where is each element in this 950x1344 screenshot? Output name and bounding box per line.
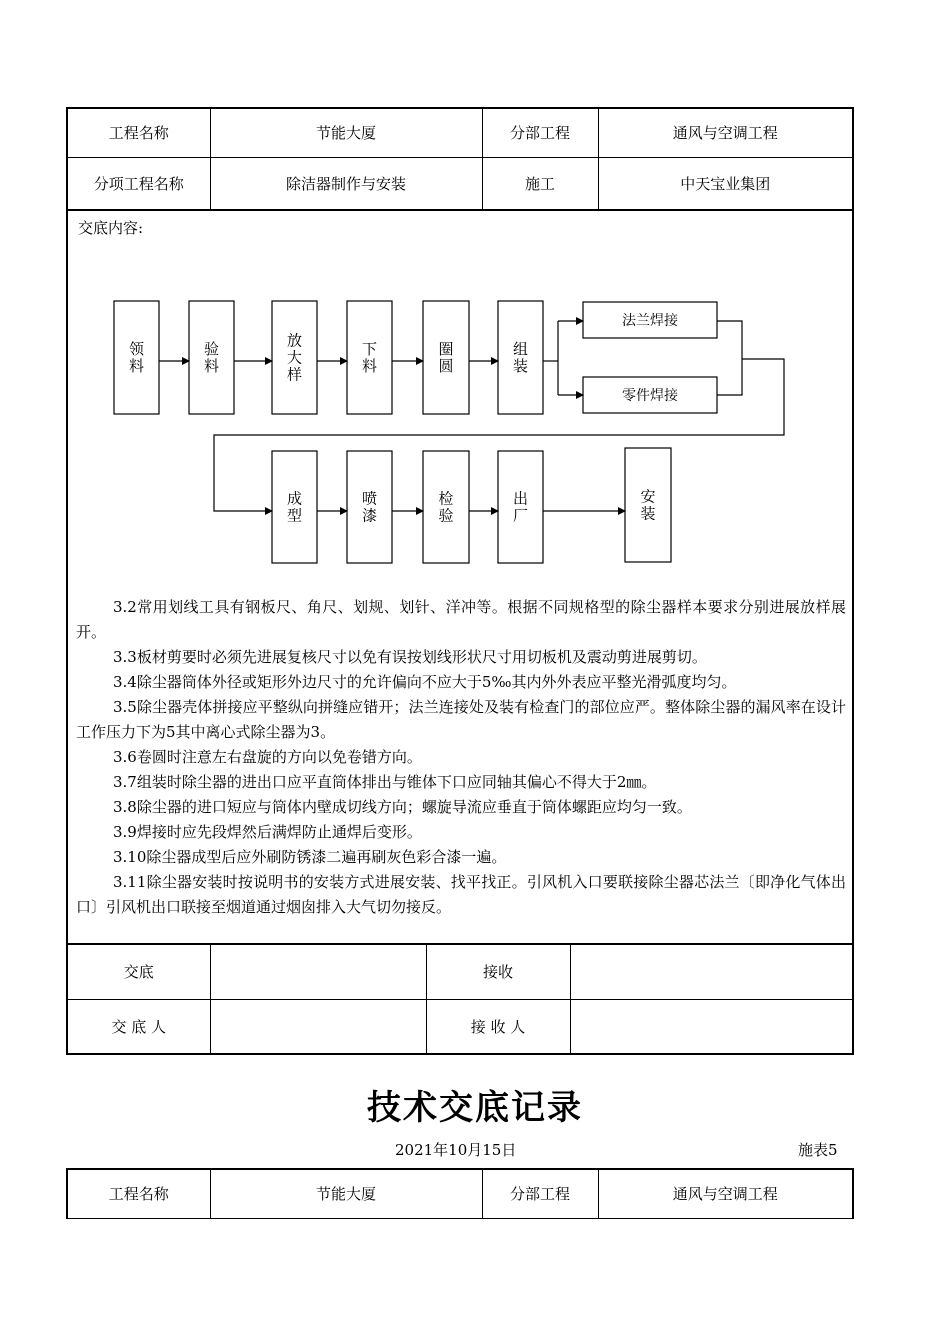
paragraph: 3.4除尘器筒体外径或矩形外边尺寸的允许偏向不应大于5‰其内外外表应平整光滑弧度均匀。 [113, 673, 737, 691]
flow-step-9 [423, 451, 469, 563]
form-number: 施表5 [798, 1141, 838, 1159]
receive-value[interactable] [570, 944, 853, 999]
signoff-row-2 [67, 999, 853, 1054]
flow-step-7 [272, 451, 317, 563]
flow-branch-part-weld [583, 377, 717, 413]
flow-nodes [114, 301, 717, 563]
flow-step-label: 领 [128, 340, 145, 358]
paragraph: 3.5除尘器壳体拼接应平整纵向拼缝应错开；法兰连接处及装有检查门的部位应严。整体除尘器的漏风率在设计工作压力下为5其中离心式除尘器为3。 [76, 698, 846, 741]
flow-branch-label: 法兰焊接 [622, 313, 678, 329]
content-title: 交底内容: [78, 219, 144, 237]
flow-step-label: 大 [286, 348, 303, 367]
flow-step-label: 料 [128, 357, 145, 375]
flow-step-label: 料 [361, 357, 378, 375]
flow-step-label: 放 [286, 331, 303, 350]
handover-value[interactable] [210, 944, 426, 999]
flow-step-label: 厂 [512, 506, 529, 525]
flow-step-10 [498, 451, 543, 563]
paragraph: 3.9焊接时应先段焊然后满焊防止通焊后变形。 [113, 823, 422, 841]
flow-connectors [159, 321, 784, 511]
flow-step-label: 检 [438, 489, 454, 508]
receive-label: 接收 [426, 944, 570, 999]
flow-step-4 [347, 301, 392, 414]
receive-person-label: 接 收 人 [426, 999, 570, 1054]
flow-step-label: 成 [286, 489, 303, 508]
next-project-name-value: 节能大厦 [210, 1169, 482, 1218]
process-flowchart [68, 211, 852, 591]
paragraph: 3.3板材剪要时必须先进展复核尺寸以免有误按划线形状尺寸用切板机及震动剪进展剪切。 [113, 648, 707, 666]
flow-step-8 [347, 451, 392, 563]
paragraph: 3.8除尘器的进口短应与筒体内壁成切线方向；螺旋导流应垂直于筒体螺距应均匀一致。 [113, 798, 692, 816]
header-row-subitem [67, 157, 853, 210]
flow-step-label: 圈 [438, 340, 454, 358]
receive-person-value[interactable] [570, 999, 853, 1054]
flow-step-label: 型 [286, 506, 303, 525]
flow-step-label: 验 [438, 506, 454, 525]
handover-person-value[interactable] [210, 999, 426, 1054]
document-date: 2021年10月15日 [395, 1141, 517, 1159]
project-name-value: 节能大厦 [210, 108, 482, 157]
flow-step-3 [272, 301, 317, 414]
flow-step-label: 料 [203, 357, 220, 375]
construction-label: 施工 [482, 157, 598, 210]
paragraph: 3.2常用划线工具有钢板尺、角尺、划规、划针、洋冲等。根据不同规格型的除尘器样本要求分别进展放样展开。 [76, 598, 846, 641]
paragraph: 3.6卷圆时注意左右盘旋的方向以免卷错方向。 [113, 748, 422, 766]
handover-label: 交底 [67, 944, 210, 999]
flow-step-label: 漆 [361, 506, 378, 525]
signoff-row-1 [67, 944, 853, 999]
flow-step-label: 喷 [361, 489, 378, 508]
division-label: 分部工程 [482, 108, 598, 157]
paragraph: 3.7组装时除尘器的进出口应平直筒体排出与锥体下口应同轴其偏心不得大于2㎜。 [113, 773, 657, 791]
flow-step-label: 验 [203, 340, 220, 358]
flow-step-label: 圆 [438, 357, 454, 375]
paragraph: 3.11除尘器安装时按说明书的安装方式进展安装、找平找正。引风机入口要联接除尘器芯法兰〔即净化气体出口〕引风机出口联接至烟道通过烟囱排入大气切勿接反。 [76, 873, 846, 916]
next-project-name-label: 工程名称 [67, 1169, 210, 1218]
header-row-project [67, 108, 853, 157]
document-title: 技术交底记录 [367, 1088, 583, 1128]
construction-value: 中天宝业集团 [598, 157, 853, 210]
flow-step-11 [625, 448, 671, 562]
signoff-table [66, 943, 854, 1055]
next-division-value: 通风与空调工程 [598, 1169, 853, 1218]
subitem-value: 除洁器制作与安装 [210, 157, 482, 210]
flow-step-label: 安 [640, 487, 656, 506]
division-value: 通风与空调工程 [598, 108, 853, 157]
next-header-row [67, 1169, 853, 1218]
flow-step-1 [114, 301, 159, 414]
next-division-label: 分部工程 [482, 1169, 598, 1218]
subitem-label: 分项工程名称 [67, 157, 210, 210]
flow-step-6 [498, 301, 543, 414]
next-header-table [66, 1168, 854, 1219]
project-name-label: 工程名称 [67, 108, 210, 157]
flow-branch-label: 零件焊接 [622, 388, 678, 404]
flow-step-label: 装 [512, 357, 529, 375]
handover-person-label: 交 底 人 [67, 999, 210, 1054]
flow-step-label: 组 [512, 340, 529, 358]
flow-step-2 [189, 301, 234, 414]
flow-step-5 [423, 301, 469, 414]
content-box [66, 211, 854, 944]
flow-step-label: 样 [286, 365, 303, 384]
flow-branch-flange-weld [583, 302, 717, 338]
flow-step-label: 下 [361, 340, 378, 358]
flow-step-label: 装 [640, 504, 656, 523]
paragraph: 3.10除尘器成型后应外刷防锈漆二遍再刷灰色彩合漆一遍。 [113, 848, 507, 866]
instruction-paragraphs [76, 595, 846, 920]
header-table [66, 107, 854, 211]
flow-step-label: 出 [512, 489, 529, 508]
